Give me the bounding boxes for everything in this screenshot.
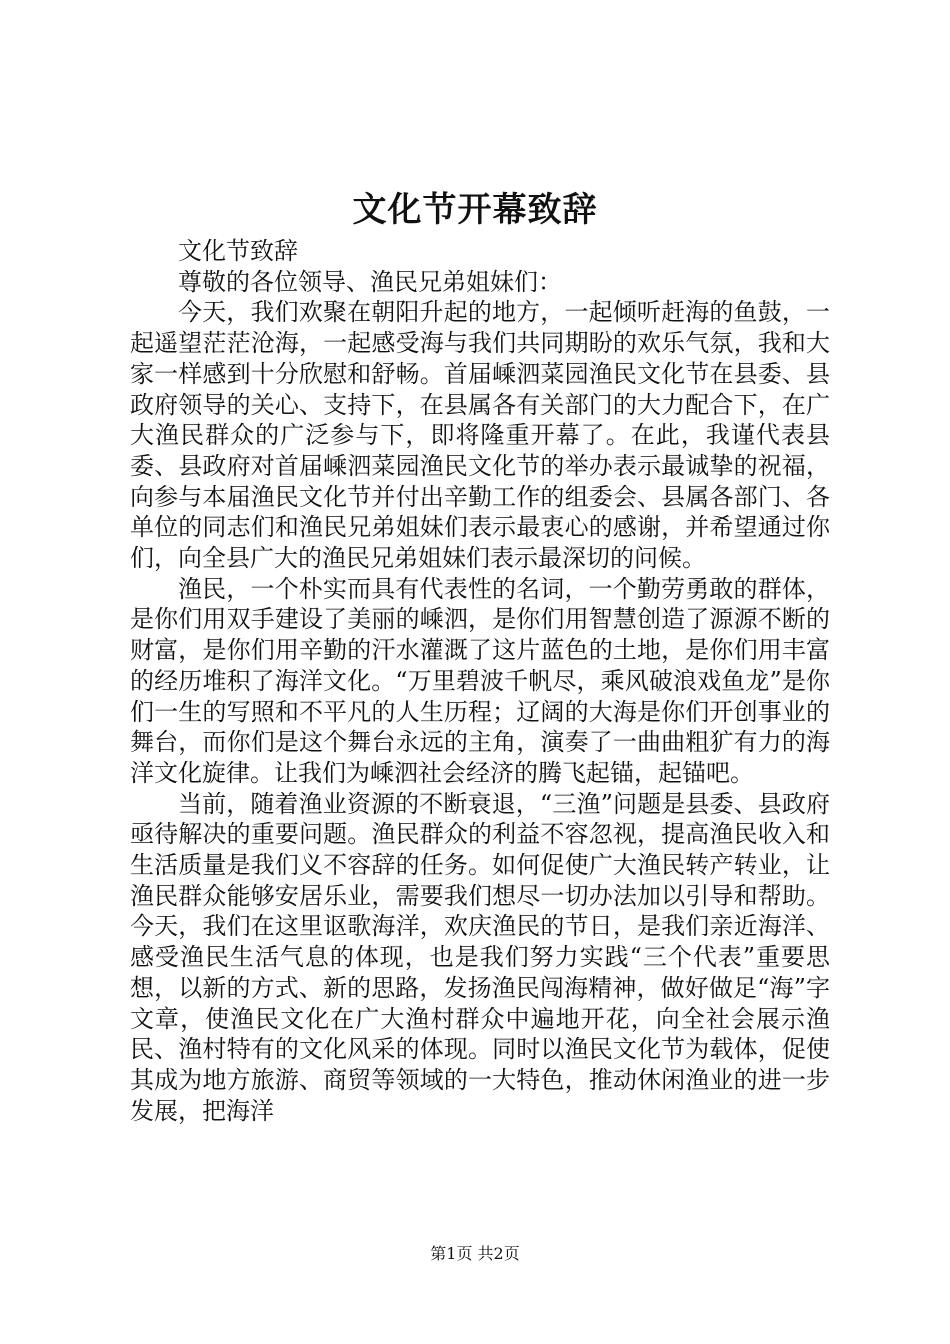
paragraph-3: 当前，随着渔业资源的不断衰退，“三渔”问题是县委、县政府亟待解决的重要问题。渔民群众的利益不容忽视，提高渔民收入和生活质量是我们义不容辞的任务。如何促使广大渔民转产转业，让渔民群众能够安居乐业，需要我们想尽一切办法加以引导和帮助。今天，我们在这里讴歌海洋，欢庆渔民的节日，是我们亲近海洋、感受渔民生活气息的体现，也是我们努力实践“三个代表”重要思想，以新的方式、新的思路，发扬渔民闯海精神，做好做足“海”字文章，使渔民文化在广大渔村群众中遍地开花，向全社会展示渔民、渔村特有的文化风采的体现。同时以渔民文化节为载体，促使其成为地方旅游、商贸等领域的一大特色，推动休闲渔业的进一步发展，把海洋: [130, 789, 830, 1125]
paragraph-salutation: 尊敬的各位领导、渔民兄弟姐妹们：: [178, 267, 562, 296]
paragraph-1: 今天，我们欢聚在朝阳升起的地方，一起倾听赶海的鱼鼓，一起遥望茫茫沧海，一起感受海与我们共同期盼的欢乐气氛，我和大家一样感到十分欣慰和舒畅。首届嵊泗菜园渔民文化节在县委、县政府领导的关心、支持下，在县属各有关部门的大力配合下，在广大渔民群众的广泛参与下，即将隆重开幕了。在此，我谨代表县委、县政府对首届嵊泗菜园渔民文化节的举办表示最诚挚的祝福，向参与本届渔民文化节并付出辛勤工作的组委会、县属各部门、各单位的同志们和渔民兄弟姐妹们表示最衷心的感谢，并希望通过你们，向全县广大的渔民兄弟姐妹们表示最深切的问候。: [130, 298, 830, 573]
paragraph-subtitle: 文化节致辞: [178, 237, 298, 265]
paragraph-2: 渔民，一个朴实而具有代表性的名词，一个勤劳勇敢的群体，是你们用双手建设了美丽的嵊泗，是你们用智慧创造了源源不断的财富，是你们用辛勤的汗水灌溉了这片蓝色的土地，是你们用丰富的经历堆积了海洋文化。“万里碧波千帆尽，乘风破浪戏鱼龙”是你们一生的写照和不平凡的人生历程；辽阔的大海是你们开创事业的舞台，而你们是这个舞台永远的主角，演奏了一曲曲粗犷有力的海洋文化旋律。让我们为嵊泗社会经济的腾飞起锚，起锚吧。: [130, 574, 830, 787]
page-title: 文化节开幕致辞: [352, 190, 598, 230]
document-body: [130, 236, 830, 1126]
page-footer: 第1页 共2页: [430, 1244, 520, 1263]
